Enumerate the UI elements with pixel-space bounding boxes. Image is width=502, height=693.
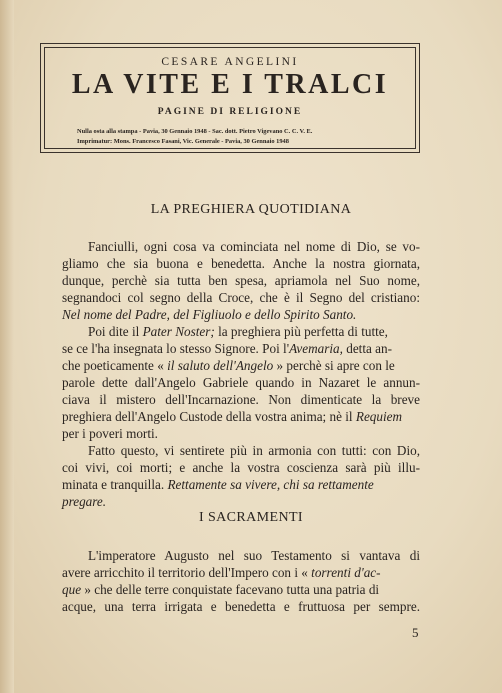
text-span: minata e tranquilla. <box>62 477 168 492</box>
text-line <box>62 341 392 357</box>
text-line: ciava il mistero dell'Incarnazione. Non dimenticate la breve <box>62 392 420 407</box>
text-span: Poi dite il <box>88 324 143 339</box>
section-title-sacramenti: I SACRAMENTI <box>199 510 303 525</box>
text-line: acque, una terra irrigata e benedetta e fruttuosa per sempre. <box>62 599 420 614</box>
text-line: dunque, perchè sia tutta ben spesa, apriamola nel Suo nome, <box>62 273 420 288</box>
text-span: » che delle terre conquistate facevano tutta una patria di <box>81 582 380 597</box>
text-span: avere arricchito il territorio dell'Impero con i « <box>62 565 312 580</box>
page-edge <box>0 0 14 693</box>
italic-torrenti-end: que <box>62 582 82 597</box>
italic-pater-noster: Pater Noster; <box>142 324 215 339</box>
author-name: CESARE ANGELINI <box>161 56 299 68</box>
text-line: gliamo che sia buona e benedetta. Anche la nostra giornata, <box>62 256 420 271</box>
text-span: se ce l'ha insegnata lo stesso Signore. Poi l' <box>62 341 290 356</box>
imprimatur-line: Imprimatur: Mons. Francesco Fasani, Vic. Generale - Pavia, 30 Gennaio 1948 <box>77 138 289 145</box>
text-line <box>62 409 402 425</box>
text-span: detta an- <box>342 341 392 356</box>
text-line <box>88 324 388 340</box>
text-span: preghiera dell'Angelo Custode della vostra anima; nè il <box>62 409 356 424</box>
title-frame <box>40 43 420 153</box>
text-line: segnandoci col segno della Croce, che è il Segno del cristiano: <box>62 290 420 305</box>
text-span: » perchè si apre con le <box>273 358 395 373</box>
nulla-osta-line: Nulla osta alla stampa - Pavia, 30 Gennaio 1948 - Sac. dott. Pietro Vigevano C. C. V. E. <box>77 128 313 135</box>
italic-saluto: il saluto dell'Angelo <box>167 358 274 373</box>
text-line <box>62 565 381 581</box>
text-line: coi vivi, coi morti; e anche la vostra coscienza sarà più illu- <box>62 460 420 475</box>
text-line <box>62 494 106 510</box>
book-title: LA VITE E I TRALCI <box>71 69 389 100</box>
text-span: che poeticamente « <box>62 358 168 373</box>
italic-motto-end: pregare. <box>62 494 107 509</box>
italic-torrenti: torrenti d'ac- <box>311 565 381 580</box>
page-number: 5 <box>412 625 419 640</box>
italic-avemaria: Avemaria, <box>289 341 343 356</box>
text-line <box>62 582 379 598</box>
text-line: per i poveri morti. <box>62 426 158 441</box>
italic-requiem: Requiem <box>355 409 403 424</box>
text-line <box>62 307 356 323</box>
section-title-preghiera: LA PREGHIERA QUOTIDIANA <box>150 202 352 217</box>
text-line: Fanciulli, ogni cosa va cominciata nel nome di Dio, se vo- <box>88 239 420 254</box>
book-subtitle: PAGINE DI RELIGIONE <box>157 107 303 117</box>
text-line: Fatto questo, vi sentirete più in armonia con tutti: con Dio, <box>88 443 420 458</box>
text-line: L'imperatore Augusto nel suo Testamento si vantava di <box>88 548 420 563</box>
text-line <box>62 358 395 374</box>
title-frame-inner <box>44 47 416 149</box>
text-line: parole dette dall'Angelo Gabriele quando in Nazaret le annun- <box>62 375 420 390</box>
italic-invocation: Nel nome del Padre, del Figliuolo e dello Spirito Santo. <box>62 307 357 322</box>
text-line <box>62 477 374 493</box>
text-span: la preghiera più perfetta di tutte, <box>214 324 388 339</box>
italic-motto: Rettamente sa vivere, chi sa rettamente <box>167 477 374 492</box>
